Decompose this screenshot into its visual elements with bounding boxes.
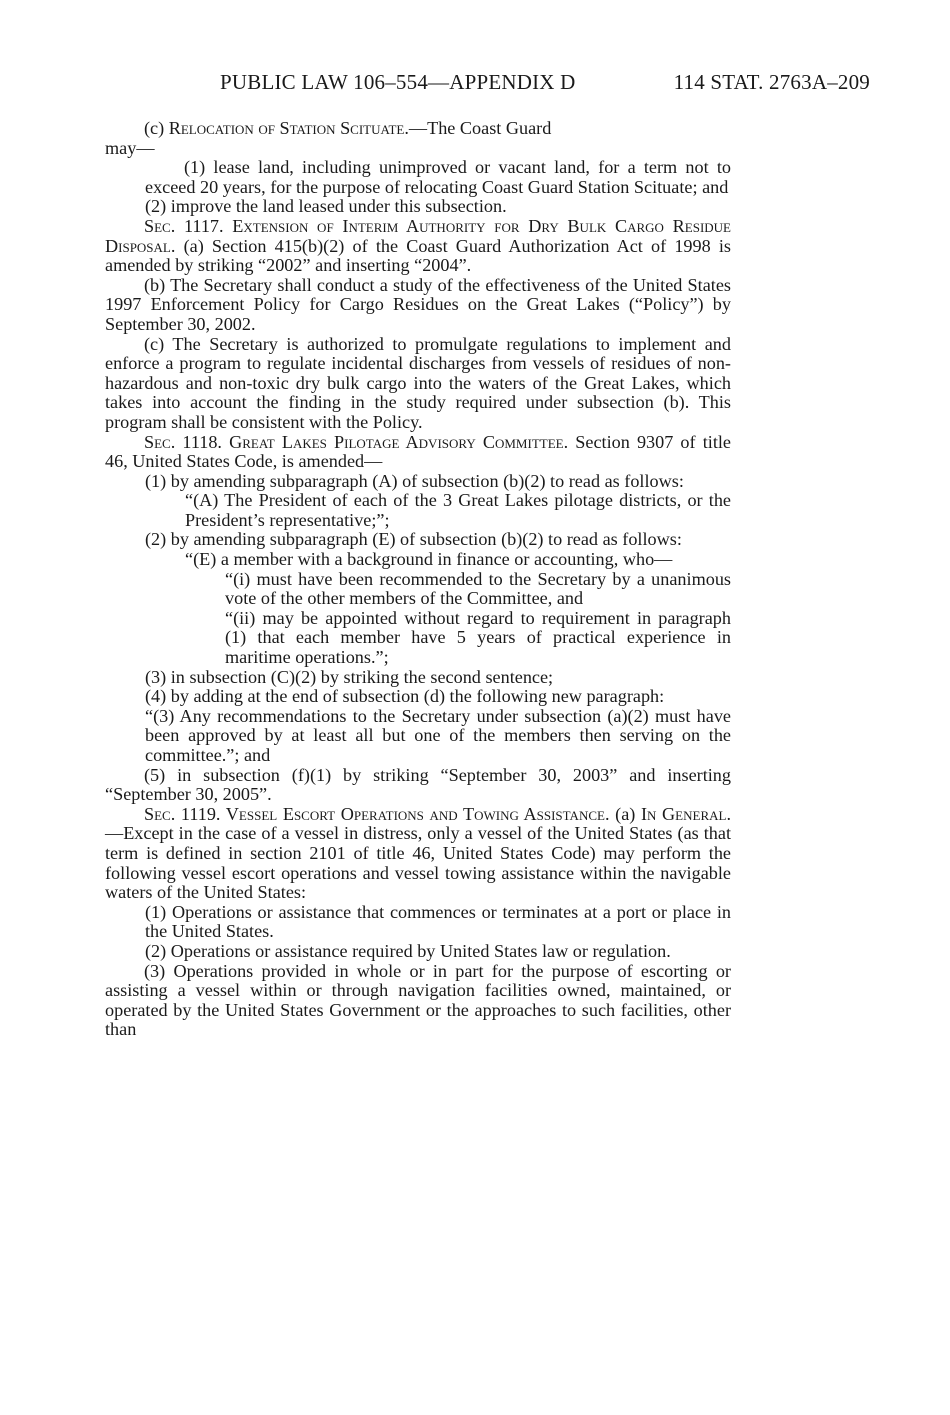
paragraph-item: (1) by amending subparagraph (A) of subsection (b)(2) to read as follows: bbox=[145, 470, 684, 491]
paragraph-item: (5) in subsection (f)(1) by striking “September 30, 2003” and inserting “September 30, 2005”. bbox=[105, 764, 731, 805]
quoted-clause: “(i) must have been recommended to the Secretary by a unanimous vote of the other members of the Committee, and bbox=[225, 568, 731, 609]
paragraph-relocation-heading: (c) Relocation of Station Scituate.—The Coast Guard may— bbox=[105, 118, 552, 158]
paragraph-item: (2) Operations or assistance required by United States law or regulation. bbox=[145, 940, 671, 961]
section-1118: Sec. 1118. Great Lakes Pilotage Advisory Committee. Section 9307 of title 46, United States Code, is amended— bbox=[105, 431, 731, 472]
paragraph-item: (1) lease land, including unimproved or vacant land, for a term not to exceed 20 years, for the purpose of relocating Coast Guard Station Scituate; and bbox=[145, 157, 731, 197]
paragraph-regulations: (c) The Secretary is authorized to promulgate regulations to implement and enforce a program to regulate incidental discharges from vessels of residues of non-hazardous and non-toxic dry bulk cargo into the waters of the Great Lakes, which takes into account the finding in the study required under subsection (b). This program shall be consistent with the Policy. bbox=[105, 333, 731, 432]
paragraph-item: (3) in subsection (C)(2) by striking the second sentence; bbox=[145, 666, 554, 687]
quoted-subparagraph: “(A) The President of each of the 3 Great Lakes pilotage districts, or the President’s representative;”; bbox=[185, 490, 731, 530]
quoted-clause: “(ii) may be appointed without regard to requirement in paragraph (1) that each member have 5 years of practical experience in maritime operations.”; bbox=[225, 607, 731, 668]
paragraph-study: (b) The Secretary shall conduct a study of the effectiveness of the United States 1997 Enforcement Policy for Cargo Residues on the Great Lakes (“Policy”) by September 30, 2002. bbox=[105, 274, 731, 334]
section-heading: Sec. 1117. Extension of Interim Authority for Dry Bulk Cargo Residue Disposal bbox=[105, 215, 731, 256]
paragraph-item: (3) Operations provided in whole or in part for the purpose of escorting or assisting a vessel within or through navigation facilities owned, maintained, or operated by the United States Government or the approaches to such facilities, other than bbox=[105, 960, 731, 1040]
paragraph-item: (2) by amending subparagraph (E) of subsection (b)(2) to read as follows: bbox=[145, 529, 682, 550]
section-heading: Sec. 1119. Vessel Escort Operations and Towing Assistance bbox=[144, 803, 605, 824]
subsection-heading: Relocation of Station Scituate bbox=[168, 118, 405, 138]
subsection-heading: In General bbox=[640, 803, 727, 824]
section-1117: Sec. 1117. Extension of Interim Authority for Dry Bulk Cargo Residue Disposal. (a) Section 415(b)(2) of the Coast Guard Authorization Act of 1998 is amended by striking “2002” and inserting “2004”. bbox=[105, 215, 731, 276]
section-heading: Sec. 1118. Great Lakes Pilotage Advisory Committee bbox=[144, 431, 564, 452]
running-header bbox=[220, 70, 870, 95]
paragraph-item: (2) improve the land leased under this subsection. bbox=[145, 196, 507, 217]
quoted-subparagraph: “(E) a member with a background in finance or accounting, who— bbox=[185, 549, 673, 570]
quoted-paragraph: “(3) Any recommendations to the Secretary under subsection (a)(2) must have been approved by at least all but one of the members then serving on the committee.”; and bbox=[145, 705, 731, 765]
paragraph-item: (4) by adding at the end of subsection (d) the following new paragraph: bbox=[145, 686, 665, 707]
statute-body bbox=[105, 119, 731, 1040]
paragraph-item: (1) Operations or assistance that commences or terminates at a port or place in the United States. bbox=[145, 901, 731, 942]
statute-page-number: 114 STAT. 2763A–209 bbox=[673, 70, 870, 94]
public-law-title: PUBLIC LAW 106–554—APPENDIX D bbox=[220, 70, 576, 94]
section-1119: Sec. 1119. Vessel Escort Operations and Towing Assistance. (a) In General.—Except in the case of a vessel in distress, only a vessel of the United States (as that term is defined in section 2101 of title 46, United States Code) may perform the following vessel escort operations and vessel towing assistance within the navigable waters of the United States: bbox=[105, 803, 731, 903]
